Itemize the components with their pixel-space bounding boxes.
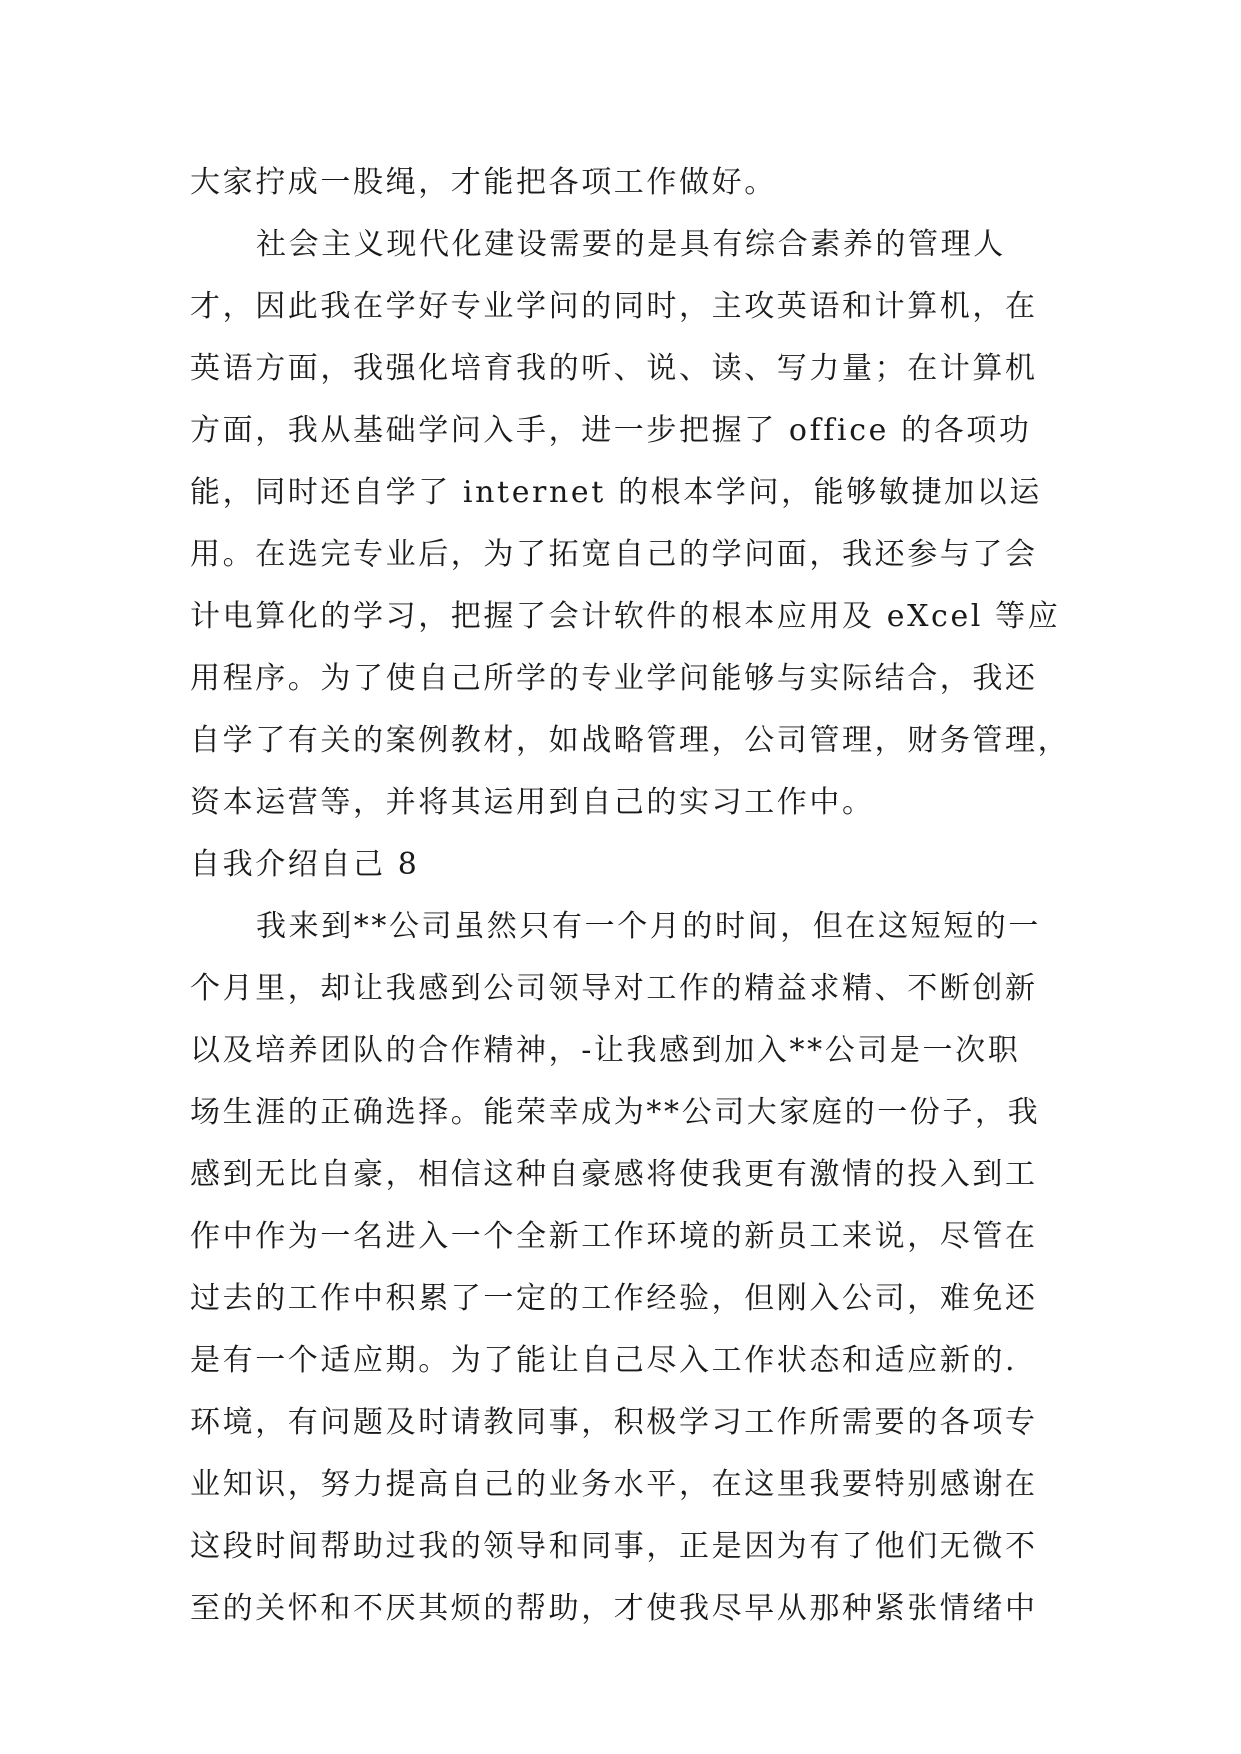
- paragraph-line: 才，因此我在学好专业学问的同时，主攻英语和计算机，在: [190, 289, 1038, 324]
- paragraph-line: 作中作为一名进入一个全新工作环境的新员工来说，尽管在: [190, 1219, 1038, 1254]
- paragraph-line: 能，同时还自学了 internet 的根本学问，能够敏捷加以运: [190, 475, 1042, 510]
- paragraph-line: 用程序。为了使自己所学的专业学问能够与实际结合，我还: [190, 661, 1038, 696]
- paragraph-line: 英语方面，我强化培育我的听、说、读、写力量；在计算机: [190, 351, 1038, 386]
- paragraph-line: 资本运营等，并将其运用到自己的实习工作中。: [190, 785, 875, 820]
- paragraph-line: 至的关怀和不厌其烦的帮助，才使我尽早从那种紧张情绪中: [190, 1591, 1038, 1626]
- paragraph-line: 方面，我从基础学问入手，进一步把握了 office 的各项功: [190, 413, 1032, 448]
- paragraph-first-line: 我来到**公司虽然只有一个月的时间，但在这短短的一: [256, 909, 1041, 944]
- paragraph-line: 这段时间帮助过我的领导和同事，正是因为有了他们无微不: [190, 1529, 1038, 1564]
- paragraph-line: 场生涯的正确选择。能荣幸成为**公司大家庭的一份子，我: [190, 1095, 1041, 1130]
- document-page: [190, 152, 1071, 1640]
- paragraph-line: 环境，有问题及时请教同事，积极学习工作所需要的各项专: [190, 1405, 1038, 1440]
- paragraph-line: 感到无比自豪，相信这种自豪感将使我更有激情的投入到工: [190, 1157, 1038, 1192]
- paragraph-line: 计电算化的学习，把握了会计软件的根本应用及 eXcel 等应: [190, 599, 1061, 634]
- paragraph-line: 自学了有关的案例教材，如战略管理，公司管理，财务管理，: [190, 723, 1071, 758]
- paragraph-line: 过去的工作中积累了一定的工作经验，但刚入公司，难免还: [190, 1281, 1038, 1316]
- paragraph-line: 用。在选完专业后，为了拓宽自己的学问面，我还参与了会: [190, 537, 1038, 572]
- section-heading: 自我介绍自己 8: [190, 847, 420, 882]
- paragraph-line: 业知识，努力提高自己的业务水平，在这里我要特别感谢在: [190, 1467, 1038, 1502]
- paragraph-line: 个月里，却让我感到公司领导对工作的精益求精、不断创新: [190, 971, 1038, 1006]
- paragraph-first-line: 社会主义现代化建设需要的是具有综合素养的管理人: [256, 227, 1006, 262]
- paragraph-continuation-line: 大家拧成一股绳，才能把各项工作做好。: [190, 165, 777, 200]
- paragraph-line: 以及培养团队的合作精神，-让我感到加入**公司是一次职: [190, 1033, 1021, 1068]
- paragraph-line: 是有一个适应期。为了能让自己尽入工作状态和适应新的.: [190, 1343, 1018, 1378]
